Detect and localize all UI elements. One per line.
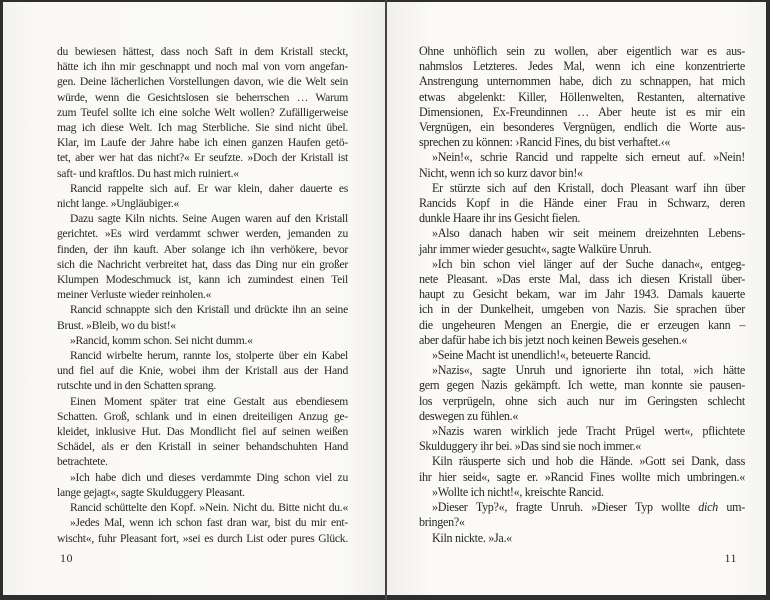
text-line: mag ich diese Welt. Ich mag Sterbliche. Sie sind nicht übel. [57, 121, 348, 135]
text-line: haupt zu Gesicht bekam, war im Jahr 1943. Damals kauerte [419, 287, 745, 302]
text-line: Brust. »Bleib, wo du bist!« [57, 318, 176, 332]
text-line: »Ich habe dich und dieses verdammte Ding schon viel zu [70, 470, 348, 484]
text-line: dunkle Haare ihr ins Gesicht fielen. [419, 211, 581, 226]
text-line: »Nazis«, sagte Unruh und ignorierte ihn total, »ich hätte [432, 363, 745, 378]
text-line: nete Pleasant. »Das erste Mal, dass ich diesen Kristall über- [419, 272, 745, 287]
photo-frame-left [0, 0, 3, 600]
text-line: Kiln nickte. »Ja.« [432, 530, 512, 545]
text-line: Er stürzte sich auf den Kristall, doch Pleasant warf ihn über [432, 180, 745, 195]
text-line: betrachtete. [57, 455, 108, 469]
text-line: meiner Verluste wieder reinholen.« [57, 288, 212, 302]
text-line: »Nein!«, schrie Rancid und rappelte sich erneut auf. »Nein! [432, 150, 745, 165]
text-line: Schatten. Groß, schlank und in einen dreiteiligen Anzug ge- [57, 409, 348, 423]
text-line: lange gejagt«, sagte Skulduggery Pleasant. [57, 485, 245, 499]
text-line: etwas abgelenkt: Killer, Höllenwelten, Restanten, alternative [419, 89, 745, 104]
text-line: bringen?« [419, 515, 465, 530]
text-line: Vergnügen, ein besonderes Vergnügen, endlich die Worte aus- [419, 120, 745, 135]
text-line: Rancid wirbelte herum, rannte los, stolperte über ein Kabel [70, 349, 348, 363]
text-line: Dimensionen, Ex-Freundinnen … Aber heute ist es mir ein [419, 104, 745, 119]
text-line: »Dieser Typ?«, fragte Unruh. »Dieser Typ wollte dich um- [432, 500, 746, 515]
text-line: Ohne unhöflich sein zu wollen, aber eigentlich war es aus- [419, 44, 745, 58]
text-line: sprechen zu können: ›Rancid Fines, du bist verhaftet.‹« [419, 135, 671, 150]
text-line: wischt«, fuhr Pleasant fort, »sei es durch List oder pures Glück. [57, 531, 348, 545]
text-line: tet, aber wer hat das nicht?« Er seufzte. »Doch der Kristall ist [57, 151, 348, 165]
text-line: zum Teufel sollte ich eine solche Welt wollen? Zufälligerweise [57, 105, 348, 119]
text-line: gerichtet. »Es wird verdammt schwer werden, jemanden zu [57, 227, 348, 241]
text-line: »Jedes Mal, wenn ich schon fast dran war, bist du mir ent- [70, 516, 348, 530]
text-line: »Also danach haben wir seit meinem dreizehnten Lebens- [432, 226, 745, 241]
text-line: Anstrengung unternommen habe, dich zu schnappen, hat mich [419, 74, 745, 89]
text-line: jahr immer wieder gesucht«, sagte Walküre Unruh. [419, 241, 652, 256]
text-line: deswegen zu fühlen.« [419, 408, 519, 423]
text-line: nicht lange. »Ungläubiger.« [57, 197, 180, 211]
photo-frame-right [766, 0, 770, 600]
text-line: gern gegen Nazis gekämpft. Ich wette, man konnte sie pausen- [419, 378, 745, 393]
page-number-left: 10 [60, 551, 73, 565]
text-line: Klumpen Modeschmuck ist, kann ich zumindest einen Teil [57, 273, 348, 287]
text-line: Nicht, wenn ich so kurz davor bin!« [419, 165, 583, 180]
text-line: sich die Nachricht verbreitet hat, dass das Ding nur ein großer [57, 257, 348, 271]
text-line: kleidet, inklusive Hut. Das Mondlicht fiel auf seinen weißen [57, 425, 348, 439]
text-line: Skulduggery ihr bei. »Das sind sie noch immer.« [419, 439, 642, 454]
text-line: saft- und kraftlos. Du hast mich ruiniert.« [57, 166, 239, 180]
text-line: würde, wenn die Gesichtslosen sie beherrschen … Warum [57, 90, 348, 104]
text-line: aber dafür habe ich bis jetzt noch keinen Beweis gesehen.« [419, 332, 688, 347]
text-line: Rancid rappelte sich auf. Er war klein, daher dauerte es [70, 181, 348, 195]
text-line: Einen Moment später trat eine Gestalt aus ebendiesem [70, 394, 348, 408]
text-line: Kiln räusperte sich und hob die Hände. »Gott sei Dank, dass [432, 454, 745, 469]
page-left-text [57, 44, 348, 546]
page-number-right: 11 [724, 551, 737, 565]
text-line: Rancids Kopf in die Hände einer Frau in Schwarz, deren [419, 196, 745, 211]
text-line: ich in der Dunkelheit, umgeben von Nazis. Sie sprachen über [419, 302, 745, 317]
text-line: »Nazis waren wirklich jede Tracht Prügel wert«, pflichtete [432, 424, 745, 439]
text-line: finden, der ihn kauft. Aber solange ich ihn verhökere, bevor [57, 242, 348, 256]
text-line: rutschte und in den Schatten sprang. [57, 379, 217, 393]
text-line: »Seine Macht ist unendlich!«, beteuerte Rancid. [432, 348, 651, 363]
text-line: die ungeheuren Mengen an Energie, die er erzeugen kann – [419, 317, 745, 332]
text-line: los verprügeln, ohne sich auch nur im Geringsten schlecht [419, 393, 745, 408]
text-line: hätte ich ihn mir geschnappt und noch mal von vorn angefan- [57, 60, 348, 74]
text-line: »Ich bin schon viel länger auf der Suche danach«, entgeg- [432, 256, 745, 271]
text-line: Dazu sagte Kiln nichts. Seine Augen waren auf den Kristall [70, 212, 348, 226]
text-line: gen. Deine lächerlichen Vorstellungen davon, wie die Welt sein [57, 75, 348, 89]
text-line: Schädel, als er den Kristall in seiner behandschuhten Hand [57, 440, 348, 454]
text-line: Klar, im Laufe der Jahre habe ich einen ganzen Haufen getö- [57, 136, 348, 150]
text-line: du bewiesen hättest, dass noch Saft in dem Kristall steckt, [57, 45, 348, 58]
text-line: nahmslos Letzteres. Jedes Mal, wenn ich eine konzentrierte [419, 59, 745, 74]
text-line: und fiel auf die Knie, wobei ihm der Kristall aus der Hand [57, 364, 348, 378]
text-line: »Rancid, komm schon. Sei nicht dumm.« [70, 333, 253, 347]
page-gutter-line [385, 0, 387, 600]
text-line: Rancid schnappte sich den Kristall und drückte ihn an seine [70, 303, 348, 317]
text-line: Rancid schüttelte den Kopf. »Nein. Nicht du. Bitte nicht du.« [70, 501, 348, 515]
page-right-text [419, 44, 745, 546]
text-line: »Wollte ich nicht!«, kreischte Rancid. [432, 484, 604, 499]
text-line: ihr hier seid«, sagte er. »Rancid Fines wollte mich umbringen.« [419, 469, 745, 484]
